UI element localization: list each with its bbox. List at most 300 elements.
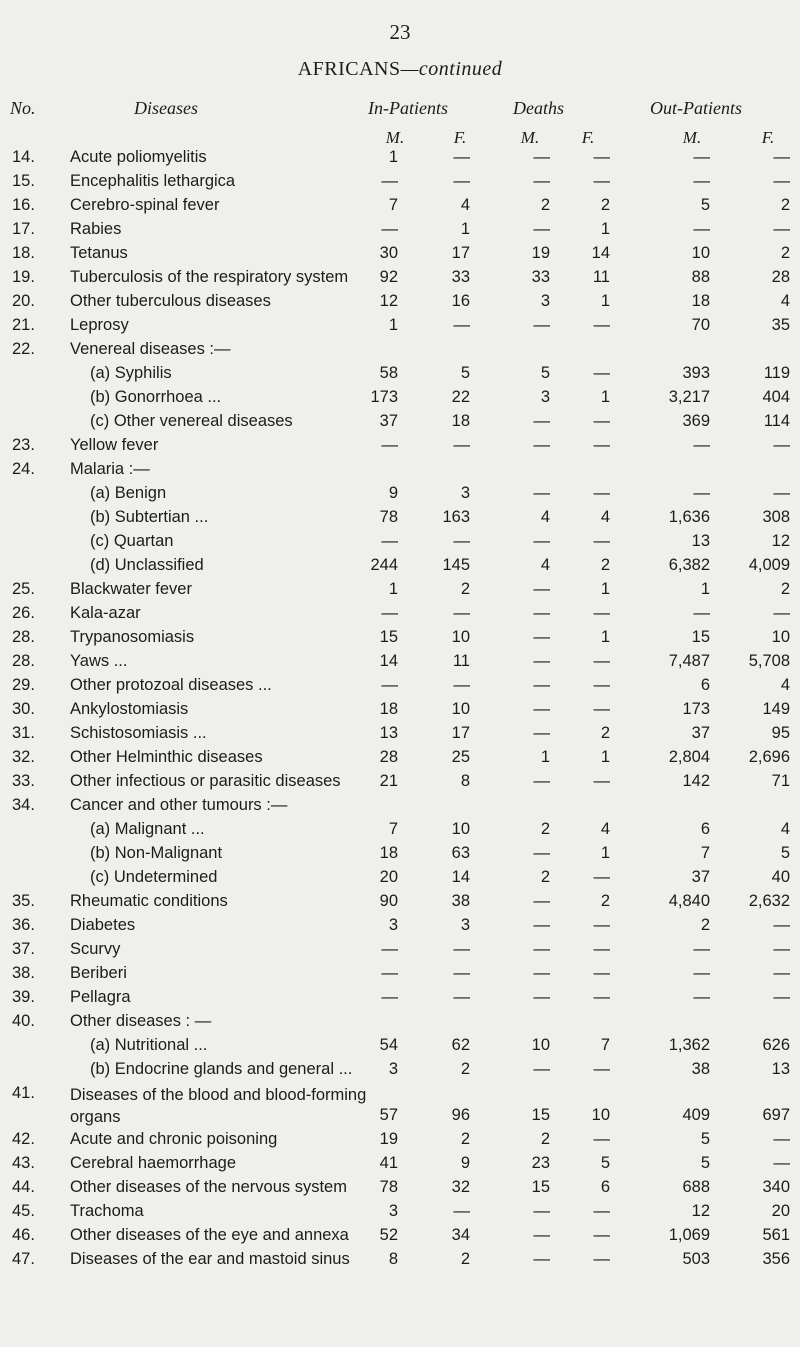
cell-out-patients-m: 37	[691, 724, 710, 742]
row-number: 19.	[12, 268, 35, 286]
cell-in-patients-f: 4	[460, 196, 470, 214]
cell-deaths-m: —	[533, 700, 550, 718]
table-row	[0, 1200, 800, 1224]
cell-out-patients-m: —	[693, 220, 710, 238]
cell-in-patients-f: 63	[451, 844, 470, 862]
cell-out-patients-m: 6	[700, 820, 710, 838]
row-number: 20.	[12, 292, 35, 310]
cell-out-patients-f: 404	[762, 388, 790, 406]
disease-name: Rabies	[70, 220, 122, 238]
section-title	[0, 58, 800, 81]
table-row	[0, 938, 800, 962]
cell-deaths-m: —	[533, 1202, 550, 1220]
table-row	[0, 1010, 800, 1034]
table-row	[0, 506, 800, 530]
disease-name: Other infectious or parasitic diseases	[70, 772, 341, 790]
cell-out-patients-f: —	[773, 148, 790, 166]
cell-out-patients-m: 5	[700, 196, 710, 214]
cell-deaths-m: 33	[531, 268, 550, 286]
cell-in-patients-m: 1	[388, 316, 398, 334]
table-row	[0, 458, 800, 482]
disease-name: Acute poliomyelitis	[70, 148, 207, 166]
disease-name: (c) Other venereal diseases	[90, 412, 293, 430]
disease-name: Schistosomiasis ...	[70, 724, 207, 742]
cell-in-patients-f: 33	[451, 268, 470, 286]
cell-deaths-m: 10	[531, 1036, 550, 1054]
cell-deaths-m: —	[533, 892, 550, 910]
cell-deaths-m: —	[533, 412, 550, 430]
cell-out-patients-m: 369	[682, 412, 710, 430]
cell-out-patients-m: 37	[691, 868, 710, 886]
cell-out-patients-f: 340	[762, 1178, 790, 1196]
cell-in-patients-m: 28	[379, 748, 398, 766]
cell-deaths-m: 2	[540, 1130, 550, 1148]
cell-in-patients-f: 62	[451, 1036, 470, 1054]
disease-name: Tuberculosis of the respiratory system	[70, 268, 349, 286]
cell-in-patients-f: —	[453, 676, 470, 694]
cell-deaths-f: —	[593, 916, 610, 934]
cell-in-patients-m: —	[381, 940, 398, 958]
subheader-in-f: F.	[453, 128, 467, 147]
cell-deaths-f: —	[593, 940, 610, 958]
cell-in-patients-m: 19	[379, 1130, 398, 1148]
cell-out-patients-m: 1,069	[668, 1226, 710, 1244]
row-number: 32.	[12, 748, 35, 766]
cell-deaths-f: —	[593, 868, 610, 886]
cell-out-patients-f: 5	[780, 844, 790, 862]
disease-name: Other diseases of the eye and annexa	[70, 1226, 349, 1244]
disease-name: Cerebro-spinal fever	[70, 196, 220, 214]
cell-in-patients-m: 18	[379, 844, 398, 862]
cell-in-patients-f: 16	[451, 292, 470, 310]
cell-in-patients-m: 7	[388, 196, 398, 214]
table-row	[0, 794, 800, 818]
disease-name: Other diseases : —	[70, 1012, 212, 1030]
cell-deaths-m: —	[533, 604, 550, 622]
disease-name: Leprosy	[70, 316, 129, 334]
page-number: 23	[389, 20, 411, 44]
table-row	[0, 770, 800, 794]
cell-in-patients-m: —	[381, 220, 398, 238]
cell-deaths-m: 4	[540, 508, 550, 526]
disease-name: Diseases of the blood and blood-forming organs	[70, 1086, 367, 1126]
cell-deaths-f: 2	[600, 196, 610, 214]
cell-deaths-f: —	[593, 652, 610, 670]
column-header-deaths: Deaths	[513, 98, 564, 118]
cell-out-patients-f: —	[773, 172, 790, 190]
disease-name: Tetanus	[70, 244, 128, 262]
cell-in-patients-f: 34	[451, 1226, 470, 1244]
cell-deaths-f: 1	[600, 748, 610, 766]
cell-out-patients-m: 2	[700, 916, 710, 934]
cell-in-patients-f: 2	[460, 1060, 470, 1078]
cell-in-patients-m: 7	[388, 820, 398, 838]
cell-out-patients-f: 626	[762, 1036, 790, 1054]
cell-deaths-m: —	[533, 316, 550, 334]
cell-deaths-m: 2	[540, 196, 550, 214]
cell-in-patients-m: —	[381, 604, 398, 622]
cell-deaths-f: —	[593, 148, 610, 166]
table-row	[0, 266, 800, 290]
cell-in-patients-f: 11	[452, 652, 470, 670]
cell-out-patients-f: 20	[771, 1202, 790, 1220]
cell-deaths-m: 5	[540, 364, 550, 382]
cell-out-patients-m: 409	[682, 1106, 710, 1124]
row-number: 18.	[12, 244, 35, 262]
cell-deaths-f: 2	[600, 892, 610, 910]
cell-out-patients-m: —	[693, 940, 710, 958]
cell-out-patients-f: 2	[780, 244, 790, 262]
cell-out-patients-f: 2,632	[748, 892, 790, 910]
disease-name: Diabetes	[70, 916, 136, 934]
row-number: 41.	[12, 1084, 35, 1102]
cell-in-patients-f: —	[453, 148, 470, 166]
disease-name: (a) Benign	[90, 484, 167, 502]
disease-name: (c) Quartan	[90, 532, 174, 550]
cell-in-patients-m: —	[381, 676, 398, 694]
cell-out-patients-f: 4	[780, 292, 790, 310]
cell-in-patients-m: 58	[379, 364, 398, 382]
subheader-in-m: M.	[385, 128, 405, 147]
cell-deaths-m: —	[533, 1250, 550, 1268]
cell-deaths-m: 4	[540, 556, 550, 574]
cell-deaths-m: —	[533, 484, 550, 502]
table-row	[0, 194, 800, 218]
cell-out-patients-f: 2	[780, 196, 790, 214]
cell-in-patients-f: 22	[451, 388, 470, 406]
row-number: 46.	[12, 1226, 35, 1244]
cell-deaths-m: —	[533, 532, 550, 550]
cell-out-patients-m: 393	[682, 364, 710, 382]
cell-deaths-m: 2	[540, 868, 550, 886]
cell-out-patients-m: 70	[691, 316, 710, 334]
disease-name: (b) Subtertian ...	[90, 508, 209, 526]
cell-in-patients-m: 30	[379, 244, 398, 262]
cell-in-patients-f: 2	[460, 580, 470, 598]
row-number: 21.	[12, 316, 35, 334]
disease-name: (b) Gonorrhoea ...	[90, 388, 222, 406]
cell-deaths-m: 3	[540, 292, 550, 310]
section-title-main: AFRICANS	[297, 58, 401, 80]
cell-out-patients-f: 4,009	[748, 556, 790, 574]
cell-in-patients-f: 17	[451, 724, 470, 742]
cell-deaths-f: —	[593, 988, 610, 1006]
cell-in-patients-m: 3	[388, 916, 398, 934]
disease-name: (c) Undetermined	[90, 868, 218, 886]
cell-in-patients-f: —	[453, 1202, 470, 1220]
cell-out-patients-f: 13	[771, 1060, 790, 1078]
cell-deaths-f: —	[593, 1060, 610, 1078]
cell-in-patients-m: 78	[379, 1178, 398, 1196]
table-row	[0, 218, 800, 242]
cell-deaths-m: —	[533, 844, 550, 862]
cell-out-patients-m: 13	[691, 532, 710, 550]
cell-in-patients-f: 5	[460, 364, 470, 382]
cell-out-patients-f: 71	[771, 772, 790, 790]
cell-deaths-m: 23	[531, 1154, 550, 1172]
table-row	[0, 362, 800, 386]
row-number: 33.	[12, 772, 35, 790]
cell-deaths-m: —	[533, 940, 550, 958]
table-row	[0, 338, 800, 362]
cell-out-patients-m: —	[693, 964, 710, 982]
row-number: 17.	[12, 220, 35, 238]
cell-in-patients-m: 9	[388, 484, 398, 502]
table-row	[0, 1034, 800, 1058]
cell-in-patients-f: —	[453, 436, 470, 454]
cell-deaths-f: 14	[591, 244, 610, 262]
column-header-no: No.	[10, 98, 36, 118]
cell-out-patients-f: —	[773, 916, 790, 934]
row-number: 25.	[12, 580, 35, 598]
disease-name: Other tuberculous diseases	[70, 292, 271, 310]
cell-deaths-f: 10	[591, 1106, 610, 1124]
cell-in-patients-m: 8	[388, 1250, 398, 1268]
column-header-out-patients: Out-Patients	[650, 98, 742, 118]
table-row	[0, 890, 800, 914]
cell-out-patients-m: 5	[700, 1130, 710, 1148]
row-number: 37.	[12, 940, 35, 958]
table-row	[0, 1224, 800, 1248]
cell-out-patients-f: —	[773, 484, 790, 502]
row-number: 28.	[12, 628, 35, 646]
cell-out-patients-m: —	[693, 604, 710, 622]
cell-deaths-m: 3	[540, 388, 550, 406]
cell-in-patients-f: 8	[460, 772, 470, 790]
cell-deaths-f: —	[593, 436, 610, 454]
cell-in-patients-f: 17	[451, 244, 470, 262]
row-number: 34.	[12, 796, 35, 814]
cell-out-patients-f: 95	[771, 724, 790, 742]
cell-in-patients-f: 10	[451, 700, 470, 718]
row-number: 45.	[12, 1202, 35, 1220]
cell-deaths-f: 2	[600, 556, 610, 574]
cell-in-patients-f: —	[453, 316, 470, 334]
cell-deaths-f: —	[593, 604, 610, 622]
cell-out-patients-m: —	[693, 172, 710, 190]
cell-out-patients-f: 308	[762, 508, 790, 526]
cell-in-patients-m: 244	[370, 556, 398, 574]
cell-out-patients-f: —	[773, 1154, 790, 1172]
table-row	[0, 842, 800, 866]
cell-out-patients-f: —	[773, 220, 790, 238]
cell-deaths-f: 2	[600, 724, 610, 742]
cell-deaths-m: 15	[531, 1178, 550, 1196]
cell-deaths-m: —	[533, 436, 550, 454]
cell-out-patients-m: 1,636	[668, 508, 710, 526]
cell-in-patients-f: —	[453, 172, 470, 190]
cell-out-patients-m: 1	[700, 580, 710, 598]
cell-in-patients-f: 2	[460, 1130, 470, 1148]
table-row	[0, 722, 800, 746]
row-number: 24.	[12, 460, 35, 478]
cell-deaths-m: —	[533, 148, 550, 166]
cell-out-patients-f: —	[773, 436, 790, 454]
cell-out-patients-m: 4,840	[668, 892, 710, 910]
cell-out-patients-f: 10	[771, 628, 790, 646]
cell-in-patients-m: 52	[379, 1226, 398, 1244]
cell-out-patients-m: 15	[691, 628, 710, 646]
row-number: 26.	[12, 604, 35, 622]
cell-in-patients-f: 10	[451, 628, 470, 646]
cell-in-patients-f: 10	[451, 820, 470, 838]
table-row	[0, 602, 800, 626]
cell-deaths-f: —	[593, 1250, 610, 1268]
cell-deaths-m: 15	[531, 1106, 550, 1124]
row-number: 42.	[12, 1130, 35, 1148]
cell-out-patients-m: —	[693, 148, 710, 166]
disease-name: (a) Malignant ...	[90, 820, 205, 838]
cell-out-patients-m: 18	[691, 292, 710, 310]
disease-name: (a) Syphilis	[90, 364, 172, 382]
cell-out-patients-m: 503	[682, 1250, 710, 1268]
cell-out-patients-f: 114	[763, 412, 790, 430]
row-number: 38.	[12, 964, 35, 982]
disease-name: Malaria :—	[70, 460, 150, 478]
cell-out-patients-f: 5,708	[748, 652, 790, 670]
table-row	[0, 242, 800, 266]
table-row	[0, 1248, 800, 1272]
cell-deaths-m: —	[533, 652, 550, 670]
cell-out-patients-f: 149	[762, 700, 790, 718]
cell-out-patients-m: 3,217	[668, 388, 710, 406]
table-row	[0, 626, 800, 650]
table-row	[0, 650, 800, 674]
table-row	[0, 146, 800, 170]
row-number: 28.	[12, 652, 35, 670]
disease-name: (a) Nutritional ...	[90, 1036, 208, 1054]
cell-in-patients-m: 12	[379, 292, 398, 310]
cell-deaths-m: —	[533, 1060, 550, 1078]
row-number: 31.	[12, 724, 35, 742]
cell-out-patients-f: 697	[762, 1106, 790, 1124]
disease-name: Scurvy	[70, 940, 121, 958]
cell-deaths-f: —	[593, 412, 610, 430]
table-row	[0, 1128, 800, 1152]
cell-in-patients-f: 1	[460, 220, 470, 238]
cell-out-patients-f: 40	[771, 868, 790, 886]
cell-in-patients-f: —	[453, 532, 470, 550]
cell-deaths-f: —	[593, 316, 610, 334]
cell-out-patients-f: —	[773, 1130, 790, 1148]
cell-deaths-f: 1	[600, 292, 610, 310]
disease-name: Encephalitis lethargica	[70, 172, 236, 190]
cell-out-patients-m: 173	[682, 700, 710, 718]
disease-name: Rheumatic conditions	[70, 892, 228, 910]
cell-deaths-f: 7	[600, 1036, 610, 1054]
cell-in-patients-m: 21	[379, 772, 398, 790]
subheader-deaths-f: F.	[581, 128, 595, 147]
cell-in-patients-f: 38	[451, 892, 470, 910]
table-row	[0, 578, 800, 602]
cell-out-patients-f: 2	[780, 580, 790, 598]
section-title-suffix: —continued	[400, 58, 503, 80]
cell-deaths-m: —	[533, 1226, 550, 1244]
disease-table	[0, 146, 800, 1272]
cell-out-patients-m: 38	[691, 1060, 710, 1078]
table-row	[0, 410, 800, 434]
cell-in-patients-m: —	[381, 964, 398, 982]
cell-out-patients-m: 5	[700, 1154, 710, 1172]
cell-deaths-f: —	[593, 1130, 610, 1148]
cell-out-patients-m: 142	[682, 772, 710, 790]
cell-in-patients-f: —	[453, 964, 470, 982]
cell-deaths-f: —	[593, 772, 610, 790]
cell-out-patients-f: 35	[771, 316, 790, 334]
disease-name: Other protozoal diseases ...	[70, 676, 272, 694]
cell-in-patients-f: —	[453, 940, 470, 958]
disease-name: Other diseases of the nervous system	[70, 1178, 347, 1196]
disease-name: Venereal diseases :—	[70, 340, 231, 358]
table-row	[0, 1058, 800, 1082]
row-number: 30.	[12, 700, 35, 718]
subheader-out-m: M.	[682, 128, 702, 147]
table-row	[0, 530, 800, 554]
disease-name: Blackwater fever	[70, 580, 192, 598]
cell-deaths-f: 1	[600, 844, 610, 862]
cell-deaths-f: 1	[600, 628, 610, 646]
cell-deaths-f: —	[593, 532, 610, 550]
cell-in-patients-f: 32	[451, 1178, 470, 1196]
table-row	[0, 818, 800, 842]
disease-name: Ankylostomiasis	[70, 700, 189, 718]
column-header-diseases: Diseases	[134, 98, 198, 118]
cell-deaths-m: —	[533, 916, 550, 934]
cell-out-patients-m: 1,362	[668, 1036, 710, 1054]
disease-name: (d) Unclassified	[90, 556, 204, 574]
cell-deaths-f: —	[593, 676, 610, 694]
table-row	[0, 962, 800, 986]
cell-deaths-f: 1	[600, 388, 610, 406]
cell-out-patients-f: 2,696	[748, 748, 790, 766]
cell-deaths-m: 1	[540, 748, 550, 766]
cell-out-patients-f: —	[773, 604, 790, 622]
cell-in-patients-m: 1	[388, 148, 398, 166]
cell-out-patients-f: 4	[780, 676, 790, 694]
cell-out-patients-m: 7,487	[668, 652, 710, 670]
row-number: 14.	[12, 148, 35, 166]
cell-deaths-f: —	[593, 700, 610, 718]
table-row	[0, 290, 800, 314]
disease-name: Trypanosomiasis	[70, 628, 195, 646]
row-number: 23.	[12, 436, 35, 454]
cell-deaths-m: —	[533, 628, 550, 646]
cell-deaths-f: 5	[600, 1154, 610, 1172]
table-row	[0, 698, 800, 722]
row-number: 36.	[12, 916, 35, 934]
table-row	[0, 314, 800, 338]
cell-out-patients-m: 688	[682, 1178, 710, 1196]
row-number: 47.	[12, 1250, 35, 1268]
cell-out-patients-f: 119	[763, 364, 790, 382]
row-number: 15.	[12, 172, 35, 190]
cell-out-patients-m: 88	[691, 268, 710, 286]
cell-out-patients-f: 4	[780, 820, 790, 838]
cell-deaths-f: 11	[592, 268, 610, 286]
table-row	[0, 554, 800, 578]
disease-name: Other Helminthic diseases	[70, 748, 263, 766]
cell-deaths-m: —	[533, 772, 550, 790]
row-number: 39.	[12, 988, 35, 1006]
cell-out-patients-f: —	[773, 988, 790, 1006]
disease-name: Yellow fever	[70, 436, 159, 454]
cell-in-patients-m: 54	[379, 1036, 398, 1054]
cell-in-patients-m: —	[381, 988, 398, 1006]
cell-in-patients-f: 25	[451, 748, 470, 766]
cell-out-patients-m: —	[693, 484, 710, 502]
cell-in-patients-f: 3	[460, 916, 470, 934]
table-row	[0, 170, 800, 194]
